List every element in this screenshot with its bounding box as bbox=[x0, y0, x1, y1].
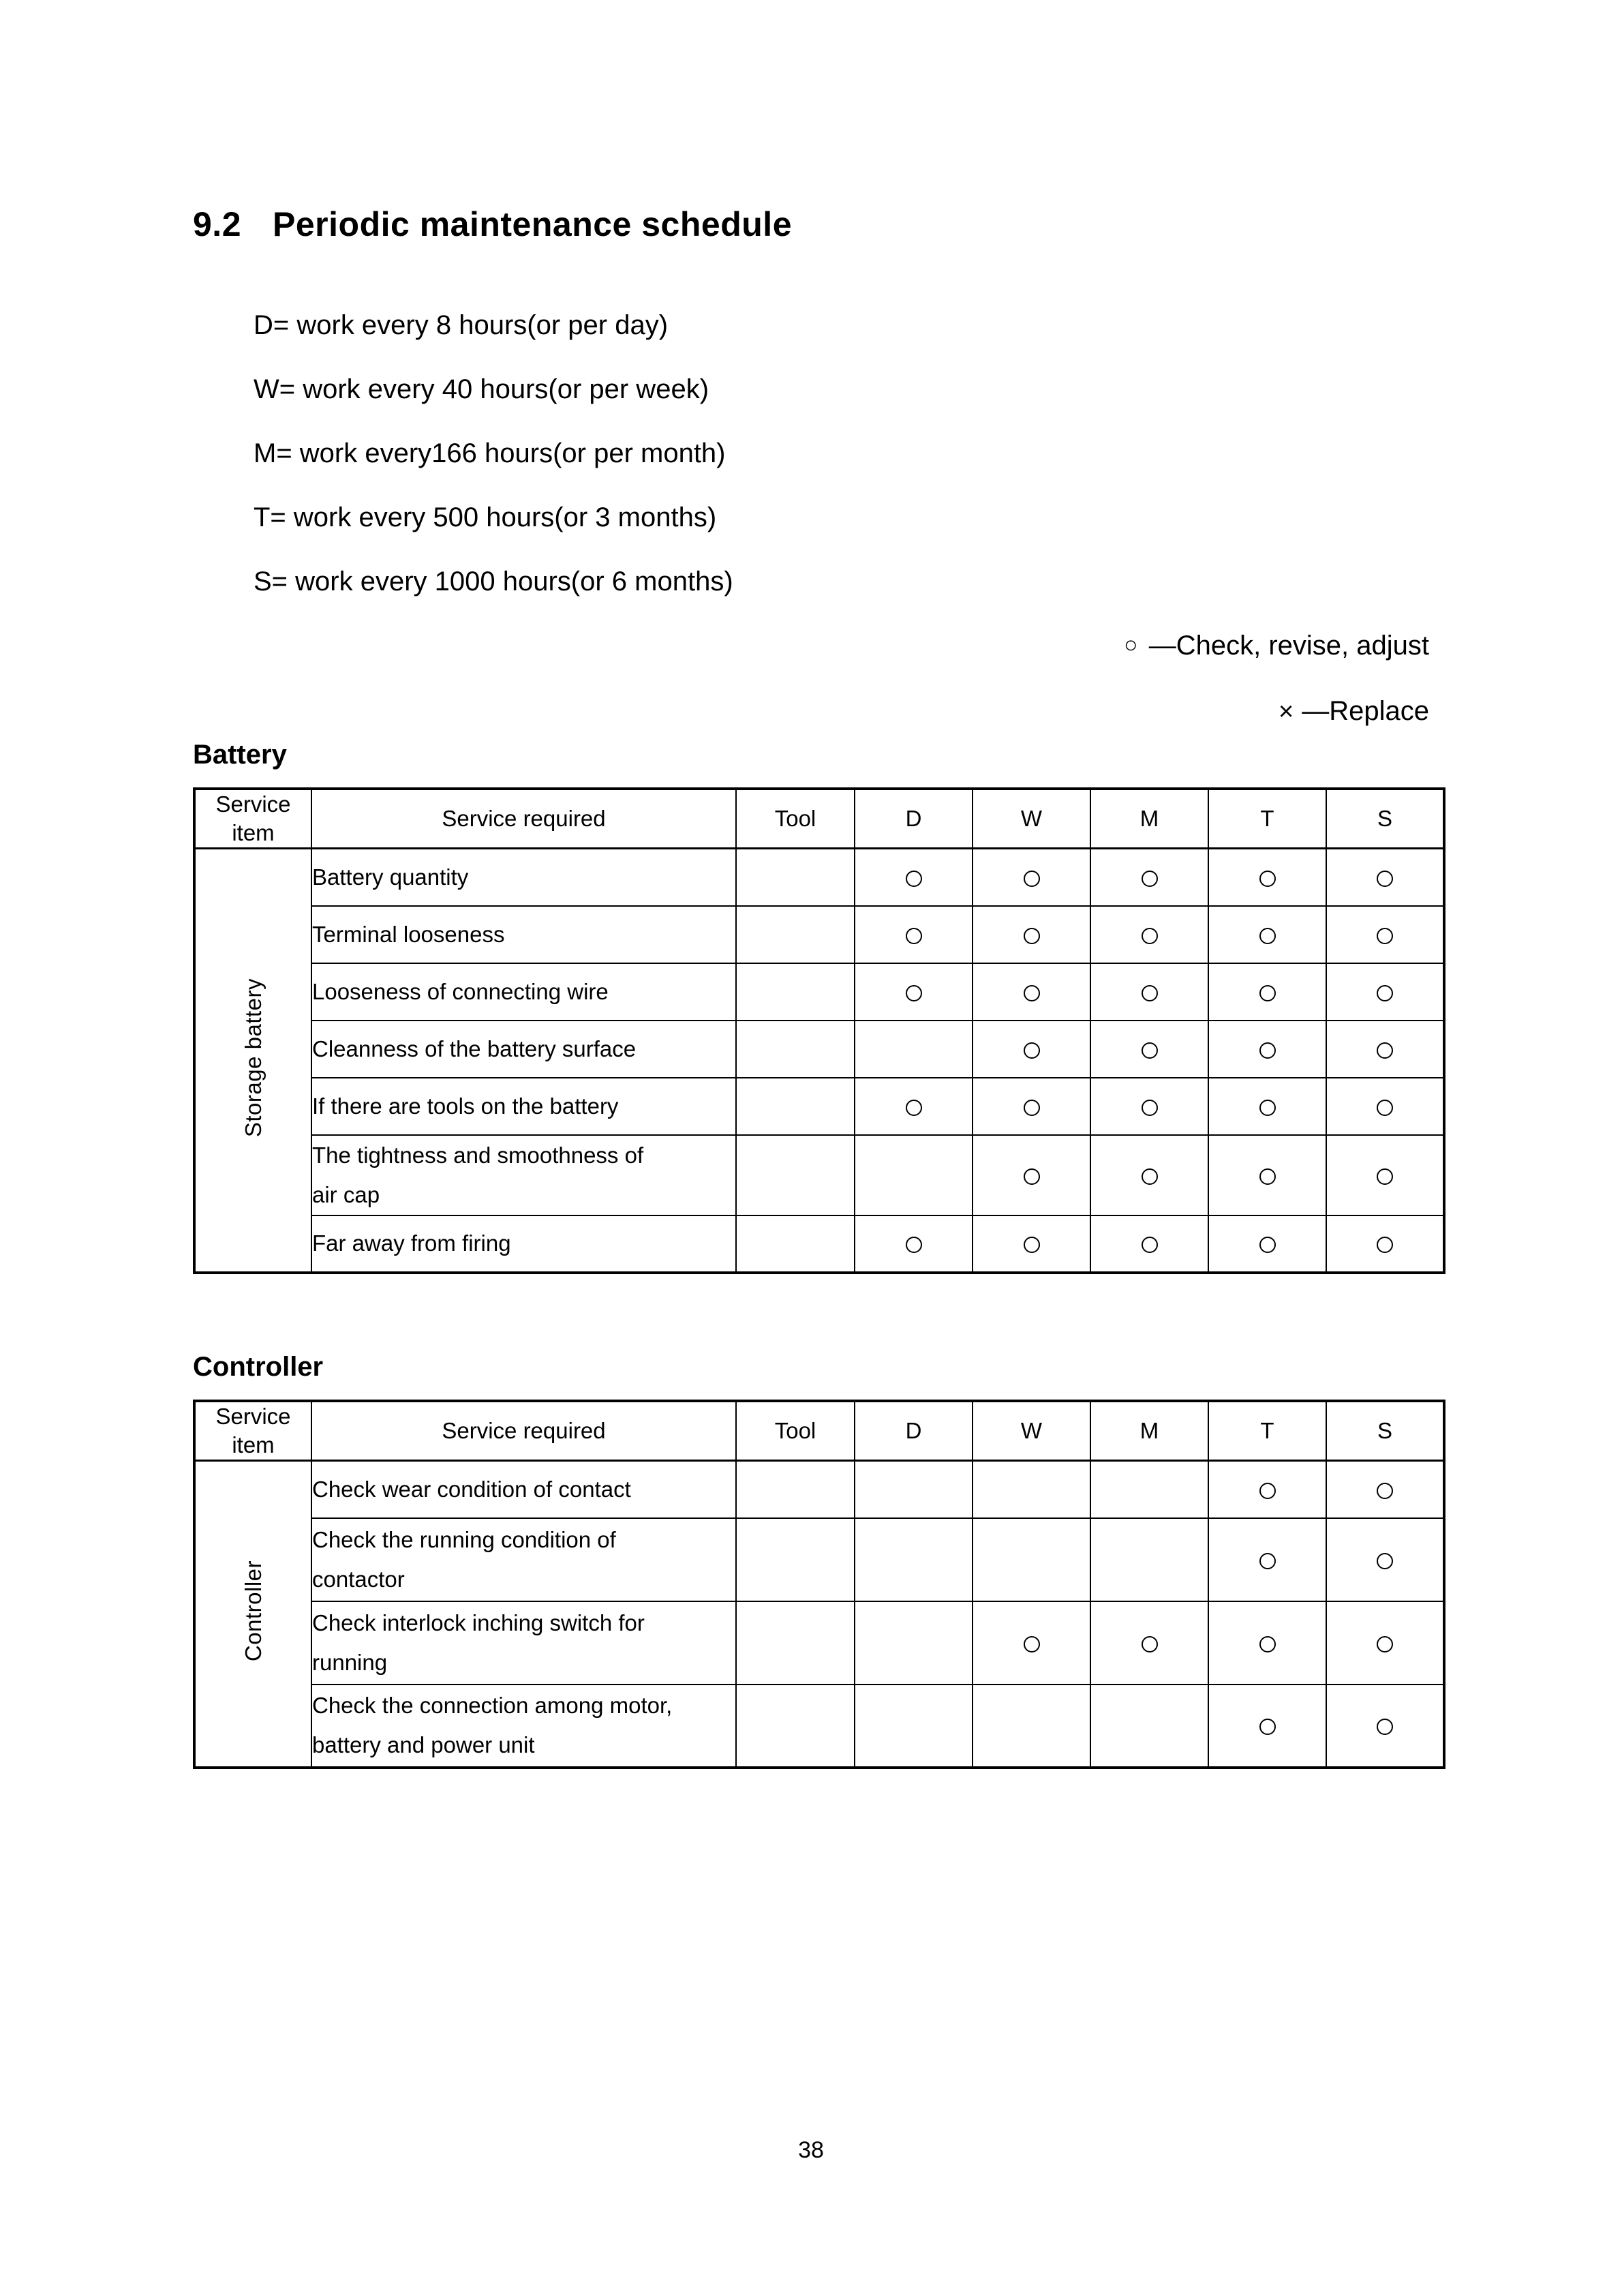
service-required-line1: Check the connection among motor, bbox=[312, 1693, 673, 1718]
circle-icon bbox=[1142, 1237, 1158, 1253]
tool-cell bbox=[736, 1601, 855, 1685]
service-required-cell bbox=[311, 1601, 736, 1685]
mark-cell-w bbox=[973, 1135, 1090, 1215]
mark-cell-d bbox=[855, 1021, 973, 1078]
service-item-line1: Service bbox=[215, 791, 291, 817]
mark-cell-m bbox=[1090, 1518, 1208, 1601]
tool-cell bbox=[736, 849, 855, 906]
mark-cell-t bbox=[1208, 963, 1326, 1021]
mark-cell-m bbox=[1090, 1461, 1208, 1518]
legend-line-w: W= work every 40 hours(or per week) bbox=[254, 374, 709, 404]
service-required-line2: battery and power unit bbox=[312, 1732, 535, 1757]
mark-cell-d bbox=[855, 1078, 973, 1135]
table-row bbox=[194, 1461, 1444, 1518]
circle-icon bbox=[1142, 1100, 1158, 1116]
circle-icon bbox=[906, 985, 922, 1001]
circle-icon bbox=[1142, 871, 1158, 887]
circle-icon bbox=[1024, 1237, 1040, 1253]
symbol-key-replace bbox=[0, 679, 1429, 744]
circle-icon bbox=[1377, 1042, 1393, 1059]
circle-icon bbox=[1024, 1636, 1040, 1652]
table-row bbox=[194, 1215, 1444, 1273]
mark-cell-t bbox=[1208, 1601, 1326, 1685]
mark-cell-m bbox=[1090, 1215, 1208, 1273]
mark-cell-d bbox=[855, 849, 973, 906]
tool-cell bbox=[736, 906, 855, 963]
mark-cell-t bbox=[1208, 1518, 1326, 1601]
table-row bbox=[194, 1685, 1444, 1768]
circle-icon bbox=[906, 1100, 922, 1116]
mark-cell-t bbox=[1208, 1135, 1326, 1215]
table-row bbox=[194, 1135, 1444, 1215]
circle-icon bbox=[1024, 985, 1040, 1001]
circle-icon bbox=[1259, 928, 1276, 944]
page-title bbox=[193, 205, 792, 244]
mark-cell-m bbox=[1090, 1021, 1208, 1078]
circle-icon bbox=[1024, 871, 1040, 887]
tool-cell bbox=[736, 1021, 855, 1078]
mark-cell-d bbox=[855, 1215, 973, 1273]
service-required-cell: Cleanness of the battery surface bbox=[311, 1021, 736, 1078]
circle-icon bbox=[1259, 1636, 1276, 1652]
mark-cell-w bbox=[973, 1078, 1090, 1135]
mark-cell-m bbox=[1090, 963, 1208, 1021]
cross-icon: × bbox=[1279, 697, 1294, 726]
circle-icon bbox=[1259, 1100, 1276, 1116]
mark-cell-m bbox=[1090, 1685, 1208, 1768]
circle-icon bbox=[1024, 928, 1040, 944]
table-header-row bbox=[194, 789, 1444, 849]
mark-cell-w bbox=[973, 1601, 1090, 1685]
legend-line-d: D= work every 8 hours(or per day) bbox=[254, 310, 669, 340]
legend-line-m: M= work every166 hours(or per month) bbox=[254, 438, 726, 468]
mark-cell-s bbox=[1326, 963, 1444, 1021]
circle-icon bbox=[1024, 1042, 1040, 1059]
mark-cell-d bbox=[855, 906, 973, 963]
circle-icon bbox=[1024, 1100, 1040, 1116]
circle-icon bbox=[1377, 985, 1393, 1001]
circle-icon bbox=[1377, 1636, 1393, 1652]
tool-cell bbox=[736, 1078, 855, 1135]
circle-icon bbox=[1259, 1237, 1276, 1253]
table-row bbox=[194, 1078, 1444, 1135]
mark-cell-t bbox=[1208, 1461, 1326, 1518]
mark-cell-m bbox=[1090, 906, 1208, 963]
mark-cell-w bbox=[973, 906, 1090, 963]
group-label-storage-battery: Storage battery bbox=[240, 978, 266, 1137]
table-header-row bbox=[194, 1401, 1444, 1461]
service-required-line2: contactor bbox=[312, 1566, 405, 1592]
circle-icon bbox=[1377, 1168, 1393, 1185]
circle-icon bbox=[1142, 985, 1158, 1001]
mark-cell-t bbox=[1208, 906, 1326, 963]
column-header-d: D bbox=[855, 789, 973, 849]
column-header-service-required: Service required bbox=[311, 1401, 736, 1461]
circle-icon bbox=[1259, 1553, 1276, 1569]
service-required-cell bbox=[311, 1518, 736, 1601]
service-required-cell: If there are tools on the battery bbox=[311, 1078, 736, 1135]
group-label-controller: Controller bbox=[240, 1560, 266, 1662]
table-row bbox=[194, 849, 1444, 906]
column-header-d: D bbox=[855, 1401, 973, 1461]
mark-cell-s bbox=[1326, 1078, 1444, 1135]
mark-cell-t bbox=[1208, 1021, 1326, 1078]
circle-icon bbox=[1259, 1168, 1276, 1185]
legend-definitions bbox=[254, 293, 1276, 614]
mark-cell-w bbox=[973, 1518, 1090, 1601]
mark-cell-w bbox=[973, 1215, 1090, 1273]
table-row bbox=[194, 1518, 1444, 1601]
circle-icon bbox=[1377, 1719, 1393, 1735]
service-required-line1: Check interlock inching switch for bbox=[312, 1610, 645, 1635]
mark-cell-s bbox=[1326, 1135, 1444, 1215]
service-required-line1: The tightness and smoothness of bbox=[312, 1142, 644, 1168]
battery-maintenance-table bbox=[193, 787, 1445, 1274]
mark-cell-m bbox=[1090, 1601, 1208, 1685]
service-item-line2: item bbox=[232, 820, 275, 845]
service-item-line2: item bbox=[232, 1432, 275, 1457]
service-required-cell: Terminal looseness bbox=[311, 906, 736, 963]
circle-icon bbox=[1259, 1719, 1276, 1735]
mark-cell-d bbox=[855, 1601, 973, 1685]
tool-cell bbox=[736, 1215, 855, 1273]
mark-cell-d bbox=[855, 1461, 973, 1518]
page-number: 38 bbox=[798, 2137, 824, 2163]
column-header-t: T bbox=[1208, 1401, 1326, 1461]
circle-icon bbox=[1377, 1237, 1393, 1253]
mark-cell-d bbox=[855, 963, 973, 1021]
column-header-w: W bbox=[973, 789, 1090, 849]
mark-cell-s bbox=[1326, 1215, 1444, 1273]
mark-cell-s bbox=[1326, 1461, 1444, 1518]
mark-cell-w bbox=[973, 849, 1090, 906]
circle-icon bbox=[1142, 1168, 1158, 1185]
mark-cell-s bbox=[1326, 1518, 1444, 1601]
service-required-cell: Looseness of connecting wire bbox=[311, 963, 736, 1021]
column-header-service-required: Service required bbox=[311, 789, 736, 849]
circle-icon: ○ bbox=[1124, 632, 1138, 658]
table-row bbox=[194, 906, 1444, 963]
mark-cell-s bbox=[1326, 1685, 1444, 1768]
service-required-cell bbox=[311, 1135, 736, 1215]
mark-cell-t bbox=[1208, 1078, 1326, 1135]
controller-maintenance-table bbox=[193, 1400, 1445, 1769]
table-row bbox=[194, 1021, 1444, 1078]
symbol-key-check-label: —Check, revise, adjust bbox=[1148, 631, 1429, 661]
column-header-w: W bbox=[973, 1401, 1090, 1461]
table-row bbox=[194, 963, 1444, 1021]
mark-cell-s bbox=[1326, 1601, 1444, 1685]
circle-icon bbox=[1142, 1042, 1158, 1059]
column-header-service-item bbox=[194, 789, 311, 849]
circle-icon bbox=[1142, 928, 1158, 944]
symbol-key bbox=[0, 614, 1429, 744]
circle-icon bbox=[1024, 1168, 1040, 1185]
symbol-key-replace-label: —Replace bbox=[1302, 696, 1429, 726]
section-title-text: Periodic maintenance schedule bbox=[273, 205, 793, 243]
service-required-cell: Check wear condition of contact bbox=[311, 1461, 736, 1518]
mark-cell-s bbox=[1326, 1021, 1444, 1078]
legend-line-t: T= work every 500 hours(or 3 months) bbox=[254, 502, 717, 532]
circle-icon bbox=[1377, 928, 1393, 944]
mark-cell-t bbox=[1208, 1685, 1326, 1768]
mark-cell-m bbox=[1090, 849, 1208, 906]
column-header-t: T bbox=[1208, 789, 1326, 849]
legend-line-s: S= work every 1000 hours(or 6 months) bbox=[254, 567, 733, 596]
service-required-cell: Far away from firing bbox=[311, 1215, 736, 1273]
group-label-cell bbox=[194, 1461, 311, 1768]
service-required-line2: air cap bbox=[312, 1181, 380, 1207]
tool-cell bbox=[736, 1461, 855, 1518]
mark-cell-w bbox=[973, 1461, 1090, 1518]
service-required-cell: Battery quantity bbox=[311, 849, 736, 906]
column-header-s: S bbox=[1326, 1401, 1444, 1461]
service-required-line1: Check the running condition of bbox=[312, 1526, 616, 1552]
mark-cell-w bbox=[973, 963, 1090, 1021]
column-header-m: M bbox=[1090, 1401, 1208, 1461]
circle-icon bbox=[1259, 1483, 1276, 1499]
service-required-cell bbox=[311, 1685, 736, 1768]
circle-icon bbox=[1259, 871, 1276, 887]
circle-icon bbox=[1259, 1042, 1276, 1059]
service-required-line2: running bbox=[312, 1649, 388, 1675]
tool-cell bbox=[736, 1518, 855, 1601]
circle-icon bbox=[1142, 1636, 1158, 1652]
column-header-tool: Tool bbox=[736, 789, 855, 849]
tool-cell bbox=[736, 963, 855, 1021]
mark-cell-w bbox=[973, 1685, 1090, 1768]
table-row bbox=[194, 1601, 1444, 1685]
circle-icon bbox=[906, 1237, 922, 1253]
mark-cell-s bbox=[1326, 906, 1444, 963]
mark-cell-m bbox=[1090, 1135, 1208, 1215]
mark-cell-s bbox=[1326, 849, 1444, 906]
circle-icon bbox=[1377, 1100, 1393, 1116]
column-header-m: M bbox=[1090, 789, 1208, 849]
circle-icon bbox=[1377, 1483, 1393, 1499]
service-item-line1: Service bbox=[215, 1404, 291, 1429]
column-header-service-item bbox=[194, 1401, 311, 1461]
mark-cell-d bbox=[855, 1685, 973, 1768]
mark-cell-w bbox=[973, 1021, 1090, 1078]
symbol-key-check bbox=[0, 614, 1429, 679]
mark-cell-t bbox=[1208, 1215, 1326, 1273]
mark-cell-t bbox=[1208, 849, 1326, 906]
section-number: 9.2 bbox=[193, 205, 242, 243]
column-header-tool: Tool bbox=[736, 1401, 855, 1461]
circle-icon bbox=[1377, 1553, 1393, 1569]
mark-cell-d bbox=[855, 1518, 973, 1601]
controller-table-title: Controller bbox=[193, 1352, 324, 1382]
tool-cell bbox=[736, 1135, 855, 1215]
column-header-s: S bbox=[1326, 789, 1444, 849]
tool-cell bbox=[736, 1685, 855, 1768]
circle-icon bbox=[906, 928, 922, 944]
battery-table-title: Battery bbox=[193, 740, 287, 770]
circle-icon bbox=[1259, 985, 1276, 1001]
group-label-cell bbox=[194, 849, 311, 1273]
mark-cell-d bbox=[855, 1135, 973, 1215]
circle-icon bbox=[1377, 871, 1393, 887]
mark-cell-m bbox=[1090, 1078, 1208, 1135]
circle-icon bbox=[906, 871, 922, 887]
